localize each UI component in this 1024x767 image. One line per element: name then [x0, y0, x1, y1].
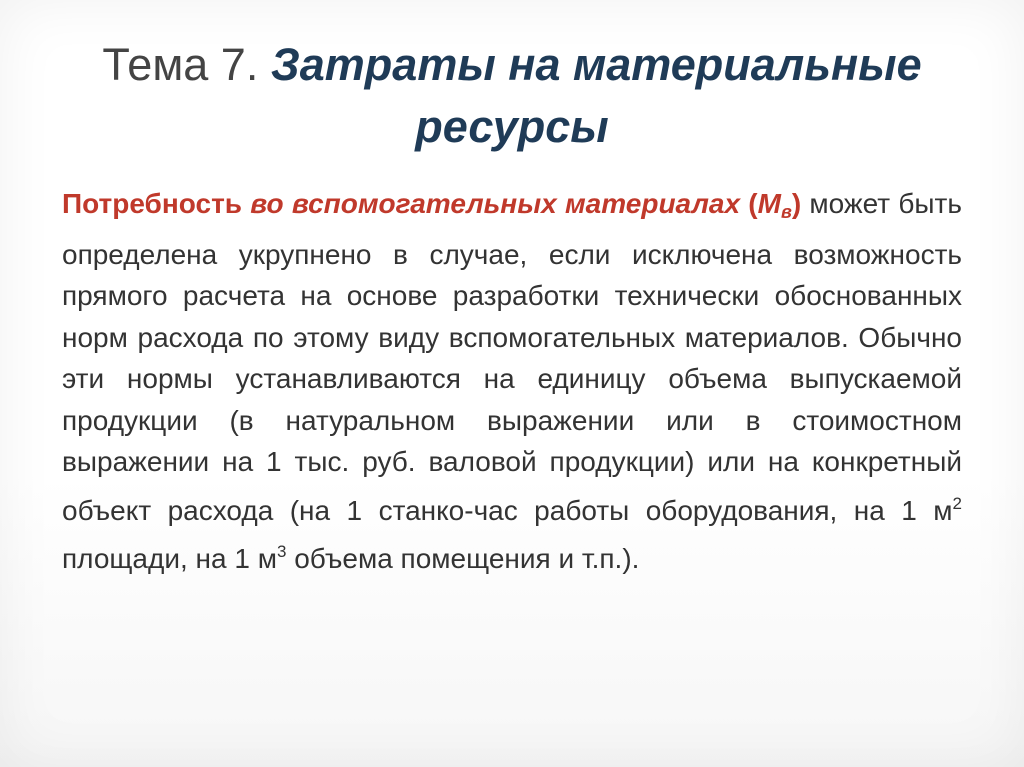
lead-italic-phrase: во вспомогательных материалах — [250, 188, 741, 219]
symbol-subscript: в — [780, 202, 792, 222]
body-text-part-1: может быть определена укрупнено в случае, если исключена возможность прямого расчета на основе разработки технически обоснованных норм расхода по этому виду вспомогательных материалов. Обычно эти нормы устанавливаются на единицу объема выпускаемой продукции (в натуральном выражении или в стоимостном выражении на 1 тыс. руб. валовой продукции) или на конкретный объект расхода (на 1 станко-час работы оборудования, на 1 м — [62, 188, 962, 526]
title-prefix: Тема 7 — [102, 39, 246, 90]
body-text-part-3: объема помещения и т.п.). — [286, 543, 640, 574]
symbol-paren-close: ) — [791, 188, 802, 219]
title-main: Затраты на материальные ресурсы — [270, 39, 922, 152]
lead-word: Потребность — [62, 188, 251, 219]
superscript-3: 3 — [276, 542, 287, 561]
symbol-paren-open: ( — [740, 188, 758, 219]
superscript-2: 2 — [952, 493, 962, 513]
slide-title — [40, 34, 984, 158]
body-text-part-2: площади, на 1 м — [62, 543, 277, 574]
body-paragraph — [62, 183, 962, 580]
title-separator: . — [245, 39, 271, 90]
symbol: М — [757, 188, 781, 219]
